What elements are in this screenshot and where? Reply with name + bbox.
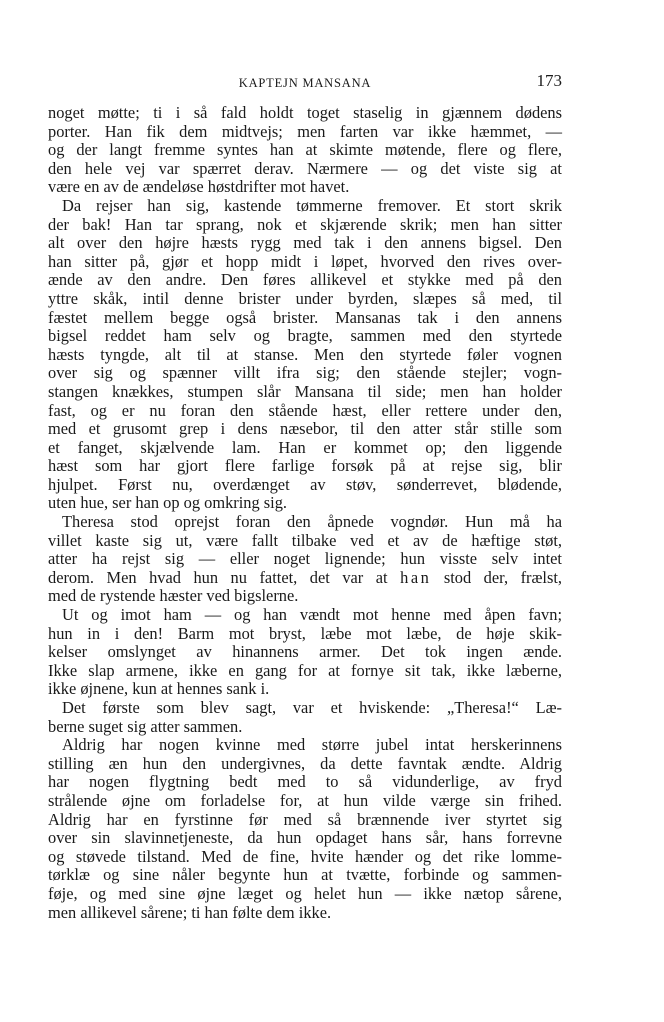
text-line: Aldrig har en fyrstinne før med så brænnende iver styrtet sig [48, 809, 562, 829]
text-line: stilling æn hun den undergivnes, da dette favntak ændte. Aldrig [48, 753, 562, 773]
text-segment: stod der, frælst, [431, 567, 562, 587]
text-line: Da rejser han sig, kastende tømmerne fremover. Et stort skrik [62, 195, 562, 215]
text-line: Ikke slap armene, ikke en gang for at fornye sit tak, ikke læberne, [48, 660, 562, 680]
text-line: tørklæ og sine nåler begynte hun at tvætte, forbinde og sammen- [48, 865, 562, 885]
text-line: villet kaste sig ut, være fallt tilbake ved et av de hæftige støt, [48, 530, 562, 550]
text-line: med de rystende hæster ved bigslerne. [48, 586, 299, 606]
text-line: Theresa stod oprejst foran den åpnede vogndør. Hun må ha [62, 512, 562, 532]
text-line: Ut og imot ham — og han vændt mot henne med åpen favn; [62, 605, 562, 625]
text-line: atter ha rejst sig — eller noget lignende; hun visste selv intet [48, 549, 562, 569]
text-line: den hele vej var spærret derav. Nærmere — og det viste sig at [48, 158, 562, 178]
text-line: og der langt fremme syntes han at skimte møtende, flere og flere, [48, 140, 562, 160]
text-line: ikke øjnene, kun at hennes sank i. [48, 679, 270, 699]
text-segment: derom. Men hvad hun nu fattet, det var at [48, 567, 401, 587]
running-head: KAPTEJN MANSANA [238, 76, 372, 90]
text-line: men allikevel sårene; ti han følte dem ikke. [48, 902, 332, 922]
text-line [48, 569, 562, 588]
text-line: strålende øjne om forladelse for, at hun vilde værge sin frihed. [48, 790, 562, 810]
text-line: kelser omslynget av hinannens armer. Det tok ingen ænde. [48, 642, 562, 662]
text-line: med et grusomt grep i dens næsebor, til den atter står stille som [48, 419, 562, 439]
text-line: være en av de ændeløse høstdrifter mot havet. [48, 177, 350, 197]
text-line: uten hue, ser han op og omkring sig. [48, 493, 287, 513]
text-line: fæstet mellem begge også brister. Mansanas tak i den annens [48, 307, 562, 327]
text-line: over sin slavinnetjeneste, da hun opdaget hans sår, hans forrevne [48, 828, 562, 848]
page-number: 173 [536, 71, 562, 90]
text-line: porter. Han fik dem midtvejs; men farten var ikke hæmmet, — [48, 121, 562, 141]
text-line: har nogen flygtning bedt med to så vidunderlige, av fryd [48, 772, 562, 792]
text-line: et fanget, skjælvende lam. Han er kommet op; den liggende [48, 437, 562, 457]
text-line: alt over den højre hæsts rygg med tak i den annens bigsel. Den [48, 233, 562, 253]
text-line: hun in i den! Barm mot bryst, læbe mot læbe, de høje skik- [48, 623, 562, 643]
book-page [48, 70, 562, 922]
text-line: bigsel reddet ham selv og bragte, sammen med den styrtede [48, 326, 562, 346]
text-line: yttre skåk, intil denne brister under byrden, slæpes så med, til [48, 288, 562, 308]
text-line: han sitter på, gjør et hopp midt i løpet, hvorved den rives over- [48, 251, 562, 271]
text-line: berne suget sig atter sammen. [48, 716, 243, 736]
text-line: Aldrig har nogen kvinne med større jubel intat herskerinnens [62, 735, 562, 755]
text-line: og støvede tilstand. Med de fine, hvite hænder og det rike lomme- [48, 846, 562, 866]
body-text [48, 104, 562, 922]
text-line: Det første som blev sagt, var et hviskende: „Theresa!“ Læ- [62, 698, 562, 717]
emphasized-word: han [400, 567, 432, 587]
text-line: fast, og er nu foran den stående hæst, eller rettere under den, [48, 400, 562, 420]
text-line: hæsts tyngde, alt til at stanse. Men den styrtede føler vognen [48, 344, 562, 364]
text-line: over sig og spænner villt ifra sig; den stående stejler; vogn- [48, 363, 562, 383]
text-line: ænde av den andre. Den føres allikevel et stykke med på den [48, 270, 562, 290]
text-line: der bak! Han tar sprang, nok et skjærende skrik; men han sitter [48, 214, 562, 234]
text-line: hæst som har gjort flere farlige forsøk på at rejse sig, blir [48, 456, 562, 476]
text-line: hjulpet. Først nu, overdænget av støv, sønderrevet, blødende, [48, 474, 562, 494]
page-header [48, 70, 562, 96]
text-line: føje, og med sine øjne læget og helet hun — ikke nætop sårene, [48, 883, 562, 903]
text-line: stangen knækkes, stumpen slår Mansana til side; men han holder [48, 381, 562, 401]
text-line: noget møtte; ti i så fald holdt toget staselig in gjænnem dødens [48, 103, 562, 122]
